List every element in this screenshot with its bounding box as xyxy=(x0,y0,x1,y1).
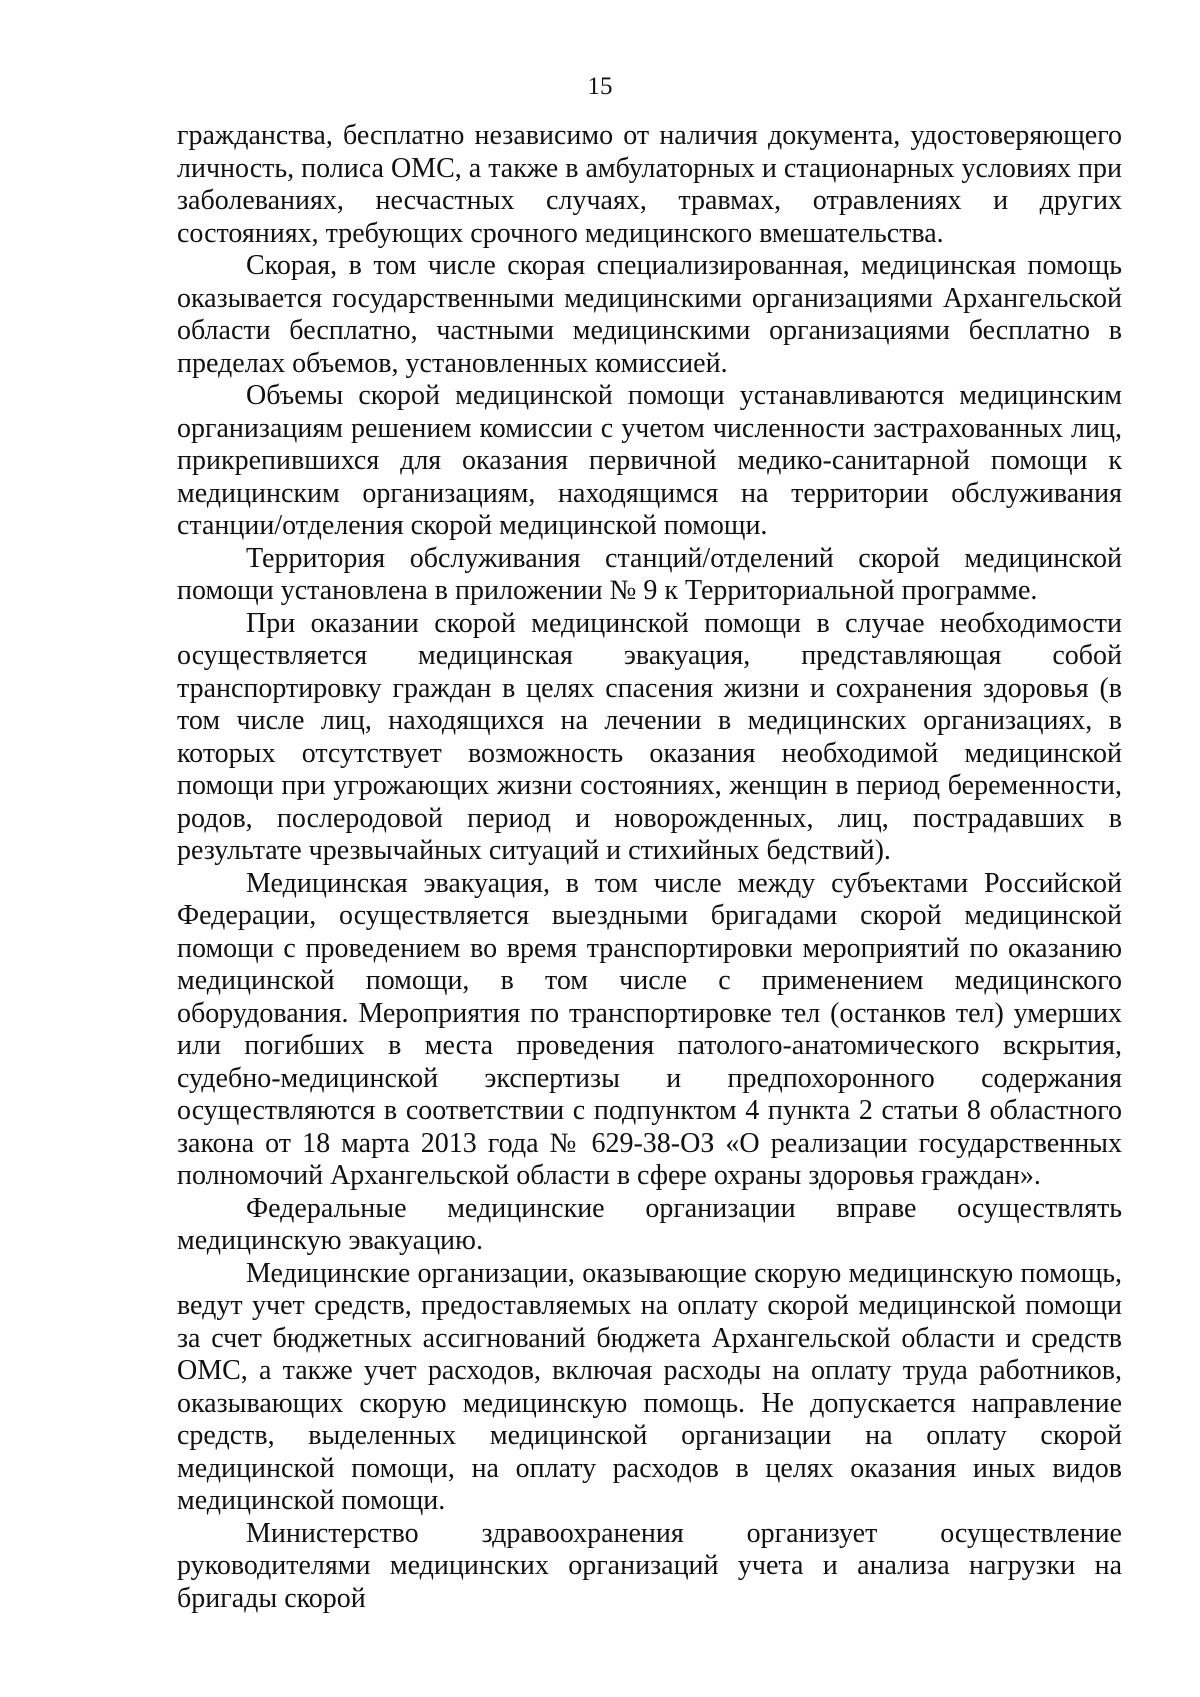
paragraph-continuation: гражданства, бесплатно независимо от наличия документа, удостоверяющего личность, полиса ОМС, а также в амбулаторных и стационарных условиях при заболеваниях, несчастных случаях, травмах, отравлениях и других состояниях, требующих срочного медицинского вмешательства. xyxy=(177,120,1122,249)
paragraph-medical-evacuation: При оказании скорой медицинской помощи в случае необходимости осуществляется медицинская эвакуация, представляющая собой транспортировку граждан в целях спасения жизни и сохранения здоровья (в том числе лиц, находящихся на лечении в медицинских организациях, в которых отсутствует возможность оказания необходимой медицинской помощи при угрожающих жизни состояниях, женщин в период беременности, родов, послеродовой период и новорожденных, лиц, пострадавших в результате чрезвычайных ситуаций и стихийных бедствий). xyxy=(177,607,1122,866)
paragraph-ministry-workload-analysis: Министерство здравоохранения организует осуществление руководителями медицинских организаций учета и анализа нагрузки на бригады скорой xyxy=(177,1517,1122,1614)
paragraph-federal-organizations: Федеральные медицинские организации вправе осуществлять медицинскую эвакуацию. xyxy=(177,1192,1122,1256)
paragraph-accounting-of-funds: Медицинские организации, оказывающие скорую медицинскую помощь, ведут учет средств, предоставляемых на оплату скорой медицинской помощи за счет бюджетных ассигнований бюджета Архангельской области и средств ОМС, а также учет расходов, включая расходы на оплату труда работников, оказывающих скорую медицинскую помощь. Не допускается направление средств, выделенных медицинской организации на оплату скорой медицинской помощи, на оплату расходов в целях оказания иных видов медицинской помощи. xyxy=(177,1257,1122,1516)
page-number: 15 xyxy=(587,73,613,100)
paragraph-evacuation-between-subjects: Медицинская эвакуация, в том числе между субъектами Российской Федерации, осуществляется выездными бригадами скорой медицинской помощи с проведением во время транспортировки мероприятий по оказанию медицинской помощи, в том числе с применением медицинского оборудования. Мероприятия по транспортировке тел (останков тел) умерших или погибших в места проведения патолого-анатомического вскрытия, судебно-медицинской экспертизы и предпохоронного содержания осуществляются в соответствии с подпунктом 4 пункта 2 статьи 8 областного закона от 18 марта 2013 года № 629-38-ОЗ «О реализации государственных полномочий Архангельской области в сфере охраны здоровья граждан». xyxy=(177,867,1122,1191)
document-body xyxy=(177,120,1122,1615)
paragraph-service-territory: Территория обслуживания станций/отделений скорой медицинской помощи установлена в приложении № 9 к Территориальной программе. xyxy=(177,542,1122,606)
paragraph-ambulance-volumes: Объемы скорой медицинской помощи устанавливаются медицинским организациям решением комиссии с учетом численности застрахованных лиц, прикрепившихся для оказания первичной медико-санитарной помощи к медицинским организациям, находящимся на территории обслуживания станции/отделения скорой медицинской помощи. xyxy=(177,380,1122,541)
paragraph-ambulance-free-care: Скорая, в том числе скорая специализированная, медицинская помощь оказывается государственными медицинскими организациями Архангельской области бесплатно, частными медицинскими организациями бесплатно в пределах объемов, установленных комиссией. xyxy=(177,250,1122,379)
